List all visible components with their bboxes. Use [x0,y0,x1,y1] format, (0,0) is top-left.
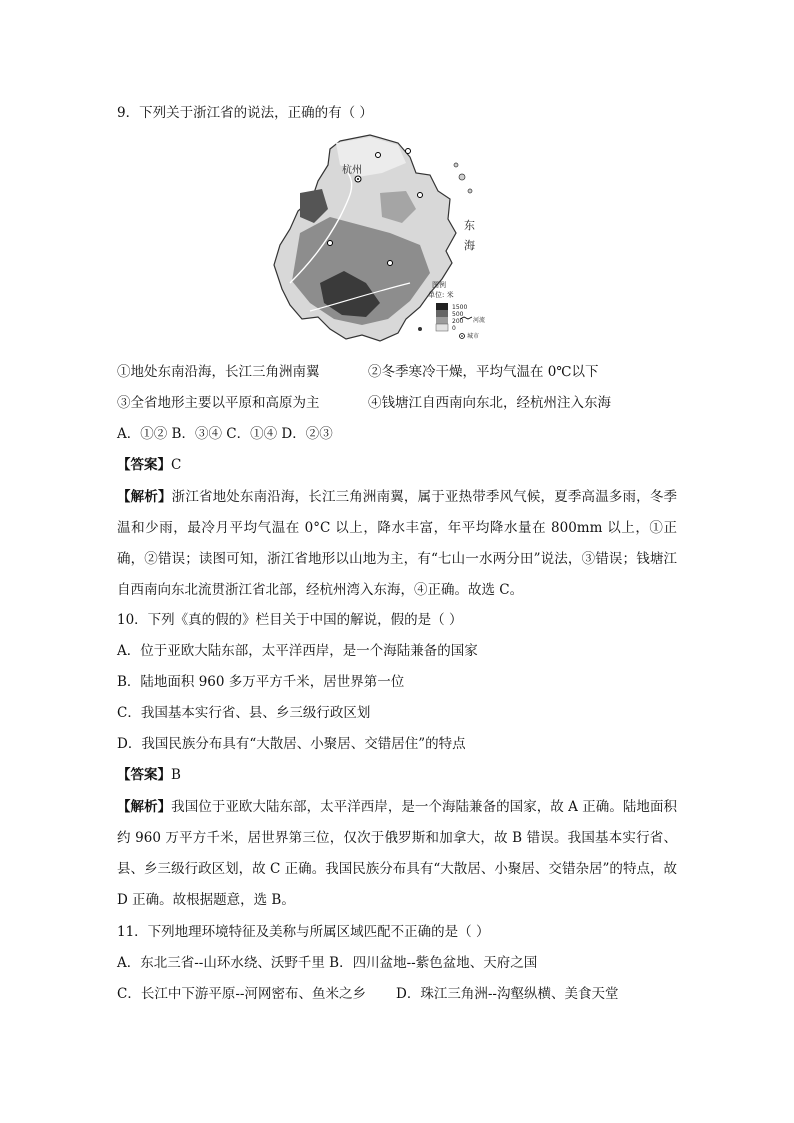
q9-answer [117,455,181,475]
legend-title: 图例 [432,281,446,289]
q9-analysis [117,482,677,606]
map-label-sea-2: 海 [464,239,475,252]
analysis-tag: 【解析】 [117,489,172,505]
q9-stem: 9．下列关于浙江省的说法，正确的有（ ） [117,105,373,121]
q10-stem: 10．下列《真的假的》栏目关于中国的解说，假的是（ ） [117,612,463,628]
q9-option-1: ①地处东南沿海，长江三角洲南翼 [117,364,320,380]
q9-option-2: ②冬季寒冷干燥，平均气温在 0℃以下 [368,364,599,380]
legend-level-2: 500 [452,311,464,318]
legend-level-4: 0 [452,325,456,332]
analysis-tag: 【解析】 [117,799,172,815]
q10-option-d: D．我国民族分布具有“大散居、小聚居、交错居住”的特点 [117,736,466,752]
answer-tag: 【答案】 [117,457,171,473]
q9-option-4: ④钱塘江自西南向东北，经杭州注入东海 [368,395,611,411]
q11-stem: 11．下列地理环境特征及美称与所属区域匹配不正确的是（ ） [117,924,490,940]
q10-option-a: A．位于亚欧大陆东部，太平洋西岸，是一个海陆兼备的国家 [117,643,478,659]
q10-analysis [117,792,677,916]
answer-value: C [171,457,182,473]
legend-river: 河流 [473,317,485,324]
q11-option-c: C．长江中下游平原--河网密布、鱼米之乡 [117,986,366,1002]
legend-unit: 单位: 米 [428,291,454,299]
answer-value: B [171,767,181,783]
analysis-text: 我国位于亚欧大陆东部，太平洋西岸，是一个海陆兼备的国家，故 A 正确。陆地面积约 960 万平方千米，居世界第三位，仅次于俄罗斯和加拿大，故 B 错误。我国基本实行省、县、乡三级行政区划，故 C 正确。我国民族分布具有“大散居、小聚居、交错杂居”的特点，故 D 正确。故根据题意，选 B。 [117,799,677,908]
map-legend [428,280,485,340]
zhejiang-map [270,133,485,345]
legend-level-3: 200 [452,318,464,325]
map-label-sea-1: 东 [464,219,475,232]
map-label-hangzhou: 杭州 [342,165,362,176]
q9-option-3: ③全省地形主要以平原和高原为主 [117,395,320,411]
q10-option-b: B．陆地面积 960 多万平方千米，居世界第一位 [117,674,405,690]
analysis-text: 浙江省地处东南沿海，长江三角洲南翼，属于亚热带季风气候，夏季高温多雨，冬季温和少雨，最冷月平均气温在 0°C 以上，降水丰富，年平均降水量在 800mm 以上，①正确，②错误；读图可知，浙江省地形以山地为主，有“七山一水两分田”说法，③错误；钱塘江自西南向东北流贯浙江省北部，经杭州湾入东海，④正确。故选 C。 [117,489,678,598]
q9-choices: A．①② B．③④ C．①④ D．②③ [117,426,333,442]
legend-level-1: 1500 [452,304,468,311]
q11-option-ab: A．东北三省--山环水绕、沃野千里 B．四川盆地--紫色盆地、天府之国 [117,955,538,971]
q11-option-d: D．珠江三角洲--沟壑纵横、美食天堂 [396,986,619,1002]
legend-city: 城市 [467,333,480,340]
q10-answer [117,765,181,785]
q10-option-c: C．我国基本实行省、县、乡三级行政区划 [117,705,371,721]
answer-tag: 【答案】 [117,767,171,783]
